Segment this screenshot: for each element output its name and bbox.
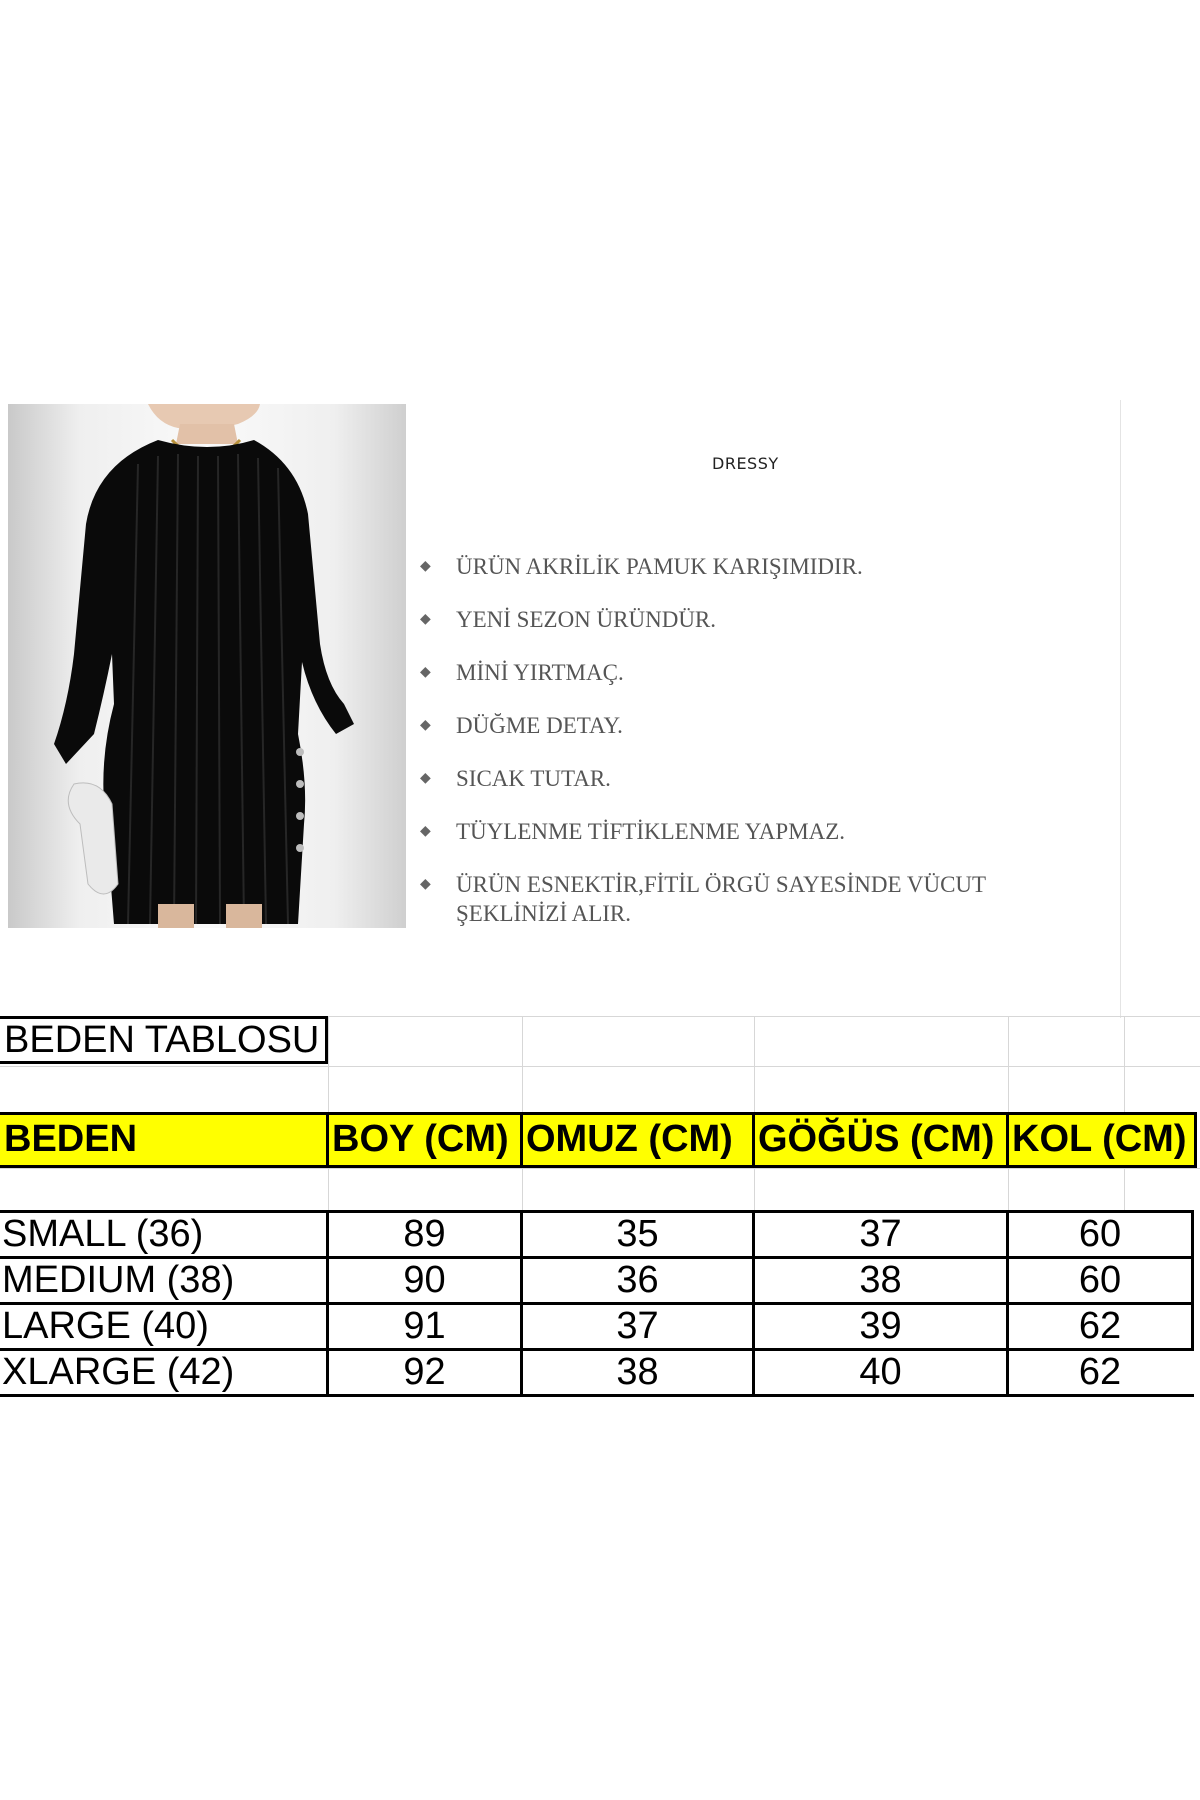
feature-item: ◆ ÜRÜN ESNEKTİR,FİTİL ÖRGÜ SAYESİNDE VÜCUT ŞEKLİNİZİ ALIR. bbox=[420, 872, 986, 926]
table-cell-kol: 60 bbox=[1078, 1259, 1122, 1301]
feature-item: ◆ YENİ SEZON ÜRÜNDÜR. bbox=[420, 607, 717, 632]
diamond-bullet-icon: ◆ bbox=[420, 612, 431, 627]
table-cell-boy: 90 bbox=[403, 1259, 446, 1301]
feature-item: ◆ DÜĞME DETAY. bbox=[420, 713, 623, 738]
feature-list bbox=[420, 552, 1070, 952]
diamond-bullet-icon: ◆ bbox=[420, 824, 431, 839]
brand-logo: DRESSY bbox=[712, 454, 779, 473]
table-cell-boy: 92 bbox=[403, 1351, 446, 1393]
diamond-bullet-icon: ◆ bbox=[420, 559, 431, 574]
table-cell-omuz: 38 bbox=[616, 1351, 659, 1393]
table-cell-size: LARGE (40) bbox=[2, 1305, 209, 1347]
diamond-bullet-icon: ◆ bbox=[420, 771, 431, 786]
table-cell-boy: 89 bbox=[403, 1213, 446, 1255]
header-boy: BOY (CM) bbox=[332, 1118, 509, 1160]
table-cell-size: MEDIUM (38) bbox=[2, 1259, 235, 1301]
table-cell-boy: 91 bbox=[403, 1305, 446, 1347]
header-beden: BEDEN bbox=[4, 1118, 138, 1160]
feature-item: ◆ SICAK TUTAR. bbox=[420, 766, 611, 791]
diamond-bullet-icon: ◆ bbox=[420, 877, 431, 892]
table-cell-gogus: 39 bbox=[859, 1305, 902, 1347]
product-photo bbox=[8, 404, 406, 928]
table-cell-omuz: 37 bbox=[616, 1305, 659, 1347]
table-cell-size: SMALL (36) bbox=[2, 1213, 204, 1255]
table-cell-size: XLARGE (42) bbox=[2, 1351, 235, 1393]
diamond-bullet-icon: ◆ bbox=[420, 718, 431, 733]
table-cell-kol: 60 bbox=[1078, 1213, 1122, 1255]
header-kol: KOL (CM) bbox=[1012, 1118, 1187, 1160]
size-table-title: BEDEN TABLOSU bbox=[4, 1019, 320, 1061]
table-cell-gogus: 40 bbox=[859, 1351, 902, 1393]
table-cell-kol: 62 bbox=[1078, 1351, 1122, 1393]
divider-line bbox=[1120, 400, 1121, 1018]
feature-item: ◆ MİNİ YIRTMAÇ. bbox=[420, 660, 624, 685]
table-cell-gogus: 38 bbox=[859, 1259, 902, 1301]
header-omuz: OMUZ (CM) bbox=[526, 1118, 733, 1160]
diamond-bullet-icon: ◆ bbox=[420, 665, 431, 680]
table-cell-gogus: 37 bbox=[859, 1213, 902, 1255]
feature-item: ◆ ÜRÜN AKRİLİK PAMUK KARIŞIMIDIR. bbox=[420, 554, 863, 579]
feature-item: ◆ TÜYLENME TİFTİKLENME YAPMAZ. bbox=[420, 819, 846, 844]
header-gogus: GÖĞÜS (CM) bbox=[758, 1118, 995, 1160]
table-cell-omuz: 36 bbox=[616, 1259, 659, 1301]
table-cell-kol: 62 bbox=[1078, 1305, 1122, 1347]
table-cell-omuz: 35 bbox=[616, 1213, 659, 1255]
